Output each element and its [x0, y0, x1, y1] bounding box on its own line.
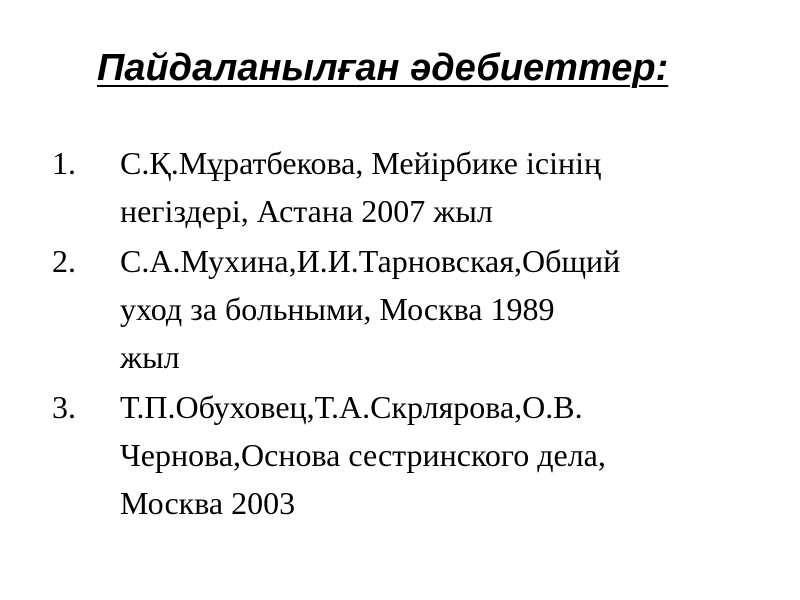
reference-text-line: Т.П.Обуховец,Т.А.Скрлярова,О.В.: [120, 389, 583, 425]
reference-text-line: С.Қ.Мұратбекова, Мейірбике ісінің: [120, 145, 602, 181]
reference-text-line: негіздері, Астана 2007 жыл: [120, 193, 493, 229]
reference-number: 3.: [52, 389, 76, 425]
reference-number: 2.: [52, 243, 76, 279]
reference-number: 1.: [52, 145, 76, 181]
reference-text-line: Чернова,Основа сестринского дела,: [120, 437, 606, 473]
reference-text-line: С.А.Мухина,И.И.Тарновская,Общий: [120, 243, 621, 279]
slide-title: Пайдаланылған әдебиеттер:: [97, 47, 669, 89]
reference-item-2: [52, 237, 772, 381]
reference-text-line: уход за больными, Москва 1989: [120, 291, 555, 327]
reference-item-1: [52, 139, 772, 235]
reference-text-line: жыл: [120, 339, 180, 375]
reference-item-3: [52, 383, 772, 527]
reference-text-line: Москва 2003: [120, 485, 296, 521]
reference-list: [52, 139, 772, 527]
